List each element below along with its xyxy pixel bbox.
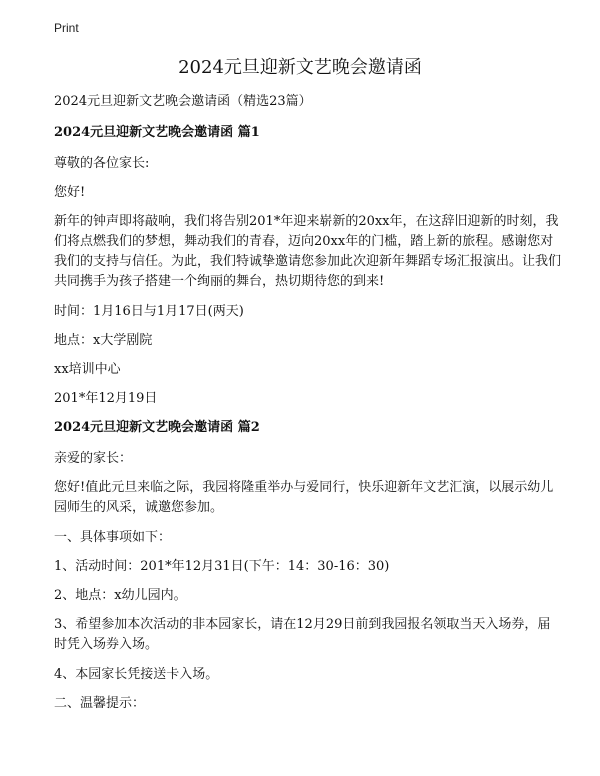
section-1-organizer: xx培训中心 [54,362,121,377]
section-1-paragraph: 新年的钟声即将敲响，我们将告别201*年迎来崭新的20xx年，在这辞旧迎新的时刻，我们将点燃我们的梦想，舞动我们的青春，迈向20xx年的门槛，踏上新的旅程。感谢您对我们的支持与信任。为此，我们特诚挚邀请您参加此次迎新年舞蹈专场汇报演出。让我们共同携手为孩子搭建一个绚丽的舞台，热切期待您的到来! [54,214,562,289]
section-2-item-heading: 一、具体事项如下： [54,530,172,545]
section-1-place: 地点：x大学剧院 [54,333,153,348]
section-2-greeting: 亲爱的家长： [54,451,133,466]
document-subtitle: 2024元旦迎新文艺晚会邀请函（精选23篇） [54,94,312,109]
section-2-item-2: 2、地点：x幼儿园内。 [54,588,187,603]
section-2-item-1: 1、活动时间：201*年12月31日(下午：14：30-16：30) [54,559,390,574]
section-2-paragraph: 您好!值此元旦来临之际，我园将隆重举办与爱同行，快乐迎新年文艺汇演，以展示幼儿园师生的风采，诚邀您参加。 [54,480,554,515]
section-1-hello: 您好! [54,185,86,200]
section-1-greeting: 尊敬的各位家长: [54,156,150,171]
section-2-item-3: 3、希望参加本次活动的非本园家长，请在12月29日前到我园报名领取当天入场券，届时凭入场券入场。 [54,617,551,652]
section-1-time: 时间：1月16日与1月17日(两天) [54,304,244,319]
section-2-tips-heading: 二、温馨提示： [54,696,146,711]
print-link[interactable]: Print [54,21,79,35]
document-content [54,92,562,723]
section-2-heading: 2024元旦迎新文艺晚会邀请函 篇2 [54,420,260,435]
section-1-date: 201*年12月19日 [54,391,158,406]
section-2-item-4: 4、本园家长凭接送卡入场。 [54,667,219,682]
section-1-heading: 2024元旦迎新文艺晚会邀请函 篇1 [54,125,260,140]
document-title: 2024元旦迎新文艺晚会邀请函 [178,57,422,78]
